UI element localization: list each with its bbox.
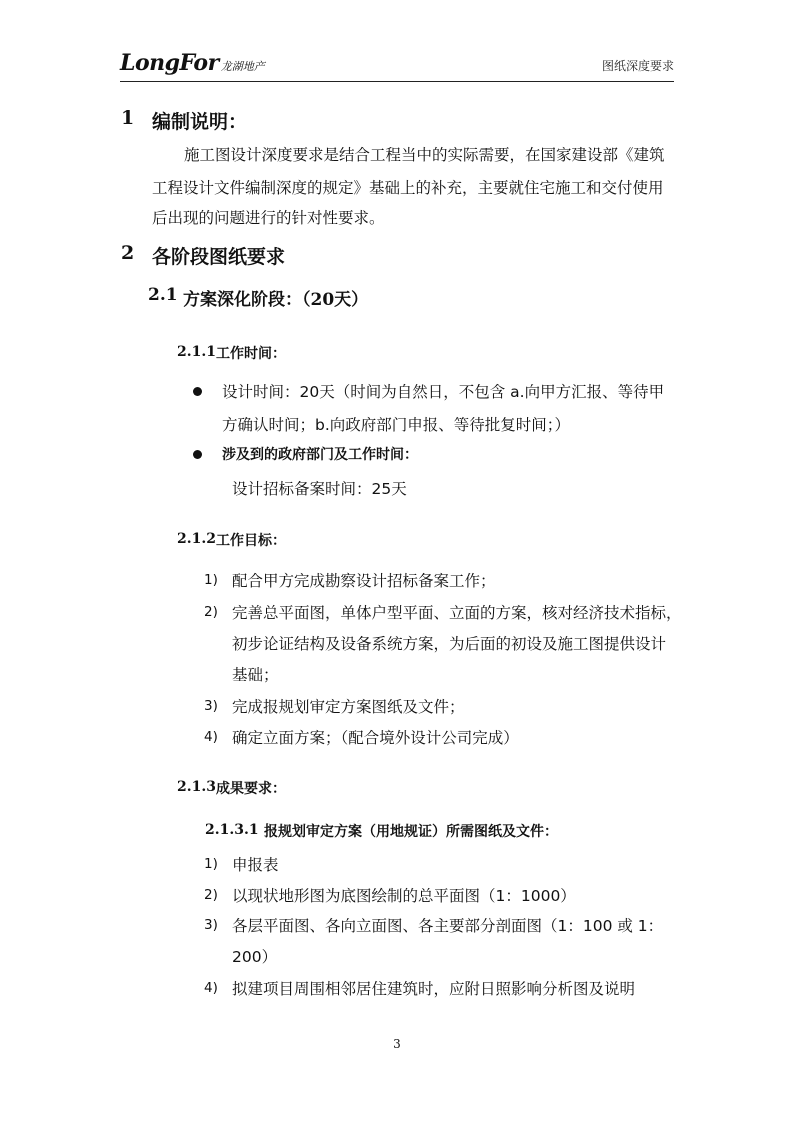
bullet-1-line-1: 设计时间：20天（时间为自然日，不包含 a.向甲方汇报、等待甲 [222,383,665,401]
list-item-text: 完善总平面图，单体户型平面、立面的方案，核对经济技术指标， [232,604,682,622]
bullet-1-line-2: 方确认时间；b.向政府部门申报、等待批复时间；） [222,416,571,434]
list-item-number: 4) [204,729,218,745]
list-item-text: 拟建项目周围相邻居住建筑时，应附日照影响分析图及说明 [232,980,636,998]
list-item-number: 1) [204,572,218,588]
bullet-2-title: 涉及到的政府部门及工作时间： [222,447,418,463]
logo-chinese: 龙湖地产 [220,60,265,73]
section-2-number: 2 [121,242,135,264]
section-2-1-2-title: 工作目标： [216,533,286,549]
list-item-number: 2) [204,887,218,903]
header-title: 图纸深度要求 [601,59,674,73]
list-item-text: 确定立面方案；（配合境外设计公司完成） [232,729,519,747]
section-1-para-line-2: 工程设计文件编制深度的规定》基础上的补充，主要就住宅施工和交付使用 [152,179,664,197]
logo-latin: LongFor [120,50,219,76]
list-item-number: 4) [204,980,218,996]
section-2-1-3-title: 成果要求： [216,781,286,797]
section-2-1-3-1-number: 2.1.3.1 [205,822,259,838]
list-item-text: 基础； [232,666,279,684]
bullet-2-sub: 设计招标备案时间：25天 [232,480,407,498]
bullet-dot [193,387,202,396]
list-item-text: 初步论证结构及设备系统方案，为后面的初设及施工图提供设计 [232,635,667,653]
section-2-1-1-title: 工作时间： [216,346,286,362]
list-item-text: 200） [232,948,278,966]
section-2-1-number: 2.1 [148,285,178,305]
header-rule [120,81,674,82]
section-2-1-1-number: 2.1.1 [177,344,216,360]
list-item-number: 1) [204,856,218,872]
section-2-1-title: 方案深化阶段：（20天） [183,290,369,310]
page-number: 3 [393,1037,401,1051]
section-2-title: 各阶段图纸要求 [152,246,286,268]
list-item-text: 各层平面图、各向立面图、各主要部分剖面图（1：100 或 1： [232,917,664,935]
list-item-number: 2) [204,604,218,620]
list-item-text: 配合甲方完成勘察设计招标备案工作； [232,572,496,590]
section-1-para-line-3: 后出现的问题进行的针对性要求。 [152,209,385,227]
section-2-1-3-number: 2.1.3 [177,779,216,795]
section-2-1-2-number: 2.1.2 [177,531,216,547]
list-item-text: 以现状地形图为底图绘制的总平面图（1：1000） [232,887,576,905]
company-logo [120,50,265,76]
list-item-text: 完成报规划审定方案图纸及文件； [232,698,465,716]
list-item-text: 申报表 [232,856,279,874]
section-1-para-line-1: 施工图设计深度要求是结合工程当中的实际需要，在国家建设部《建筑 [184,146,665,164]
section-2-1-3-1-title: 报规划审定方案（用地规证）所需图纸及文件： [264,824,558,840]
list-item-number: 3) [204,698,218,714]
section-1-title: 编制说明： [152,111,248,133]
list-item-number: 3) [204,917,218,933]
bullet-dot [193,450,202,459]
section-1-number: 1 [121,107,135,129]
